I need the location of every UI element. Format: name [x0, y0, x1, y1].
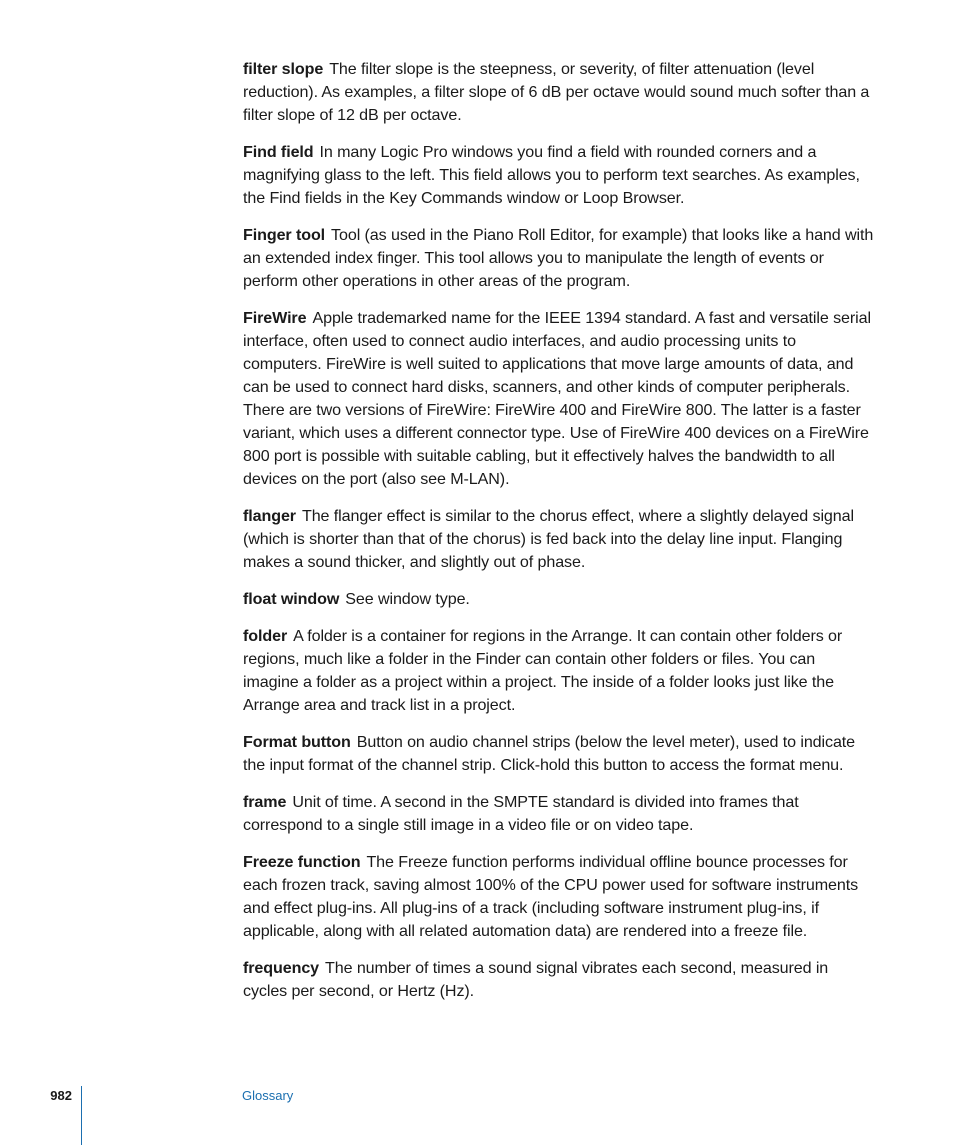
glossary-entry — [243, 957, 875, 1003]
glossary-term: Freeze function — [243, 853, 361, 871]
glossary-definition: Button on audio channel strips (below the level meter), used to indicate the input format of the channel strip. Click-hold this button to access the format menu. — [243, 733, 856, 774]
glossary-entry — [243, 851, 875, 943]
glossary-entry — [243, 307, 875, 491]
glossary-definition: Unit of time. A second in the SMPTE standard is divided into frames that correspond to a single still image in a video file or on video tape. — [243, 793, 799, 834]
glossary-entry — [243, 58, 875, 127]
glossary-content — [243, 58, 875, 1017]
glossary-definition: Apple trademarked name for the IEEE 1394 standard. A fast and versatile serial interface, often used to connect audio interfaces, and audio processing units to computers. FireWire is well suited to applications that move large amounts of data, and can be used to connect hard disks, scanners, and other kinds of computer peripherals. There are two versions of FireWire: FireWire 400 and FireWire 800. The latter is a faster variant, which uses a different connector type. Use of FireWire 400 devices on a FireWire 800 port is possible with suitable cabling, but it effectively halves the bandwidth to all devices on the port (also see M-LAN). — [243, 309, 871, 488]
glossary-definition: Tool (as used in the Piano Roll Editor, for example) that looks like a hand with an extended index finger. This tool allows you to manipulate the length of events or perform other operations in other areas of the program. — [243, 226, 874, 290]
glossary-entry — [243, 141, 875, 210]
glossary-term: frame — [243, 793, 287, 811]
glossary-term: folder — [243, 627, 288, 645]
glossary-definition: The flanger effect is similar to the chorus effect, where a slightly delayed signal (which is shorter than that of the chorus) is fed back into the delay line input. Flanging makes a sound thicker, and slightly out of phase. — [243, 507, 854, 571]
glossary-entry — [243, 791, 875, 837]
glossary-term: float window — [243, 590, 340, 608]
glossary-entry — [243, 731, 875, 777]
glossary-term: Find field — [243, 143, 314, 161]
glossary-definition: In many Logic Pro windows you find a field with rounded corners and a magnifying glass to the left. This field allows you to perform text searches. As examples, the Find fields in the Key Commands window or Loop Browser. — [243, 143, 860, 207]
glossary-term: Format button — [243, 733, 351, 751]
glossary-term: filter slope — [243, 60, 324, 78]
glossary-entry — [243, 625, 875, 717]
glossary-definition: See window type. — [345, 590, 470, 608]
glossary-term: FireWire — [243, 309, 307, 327]
page-number: 982 — [50, 1088, 72, 1103]
glossary-term: flanger — [243, 507, 296, 525]
glossary-entry — [243, 505, 875, 574]
glossary-entry — [243, 224, 875, 293]
section-name: Glossary — [242, 1088, 294, 1103]
glossary-definition: The Freeze function performs individual offline bounce processes for each frozen track, saving almost 100% of the CPU power used for software instruments and effect plug-ins. All plug-ins of a track (including software instrument plug-ins, if applicable, along with all related automation data) are rendered into a freeze file. — [243, 853, 859, 940]
glossary-definition: A folder is a container for regions in the Arrange. It can contain other folders or regions, much like a folder in the Finder can contain other folders or files. You can imagine a folder as a project within a project. The inside of a folder looks just like the Arrange area and track list in a project. — [243, 627, 843, 714]
footer-divider — [81, 1086, 82, 1145]
glossary-term: frequency — [243, 959, 320, 977]
glossary-entry — [243, 588, 875, 611]
glossary-term: Finger tool — [243, 226, 326, 244]
glossary-definition: The filter slope is the steepness, or severity, of filter attenuation (level reduction). As examples, a filter slope of 6 dB per octave would sound much softer than a filter slope of 12 dB per octave. — [243, 60, 870, 124]
glossary-definition: The number of times a sound signal vibrates each second, measured in cycles per second, or Hertz (Hz). — [243, 959, 829, 1000]
